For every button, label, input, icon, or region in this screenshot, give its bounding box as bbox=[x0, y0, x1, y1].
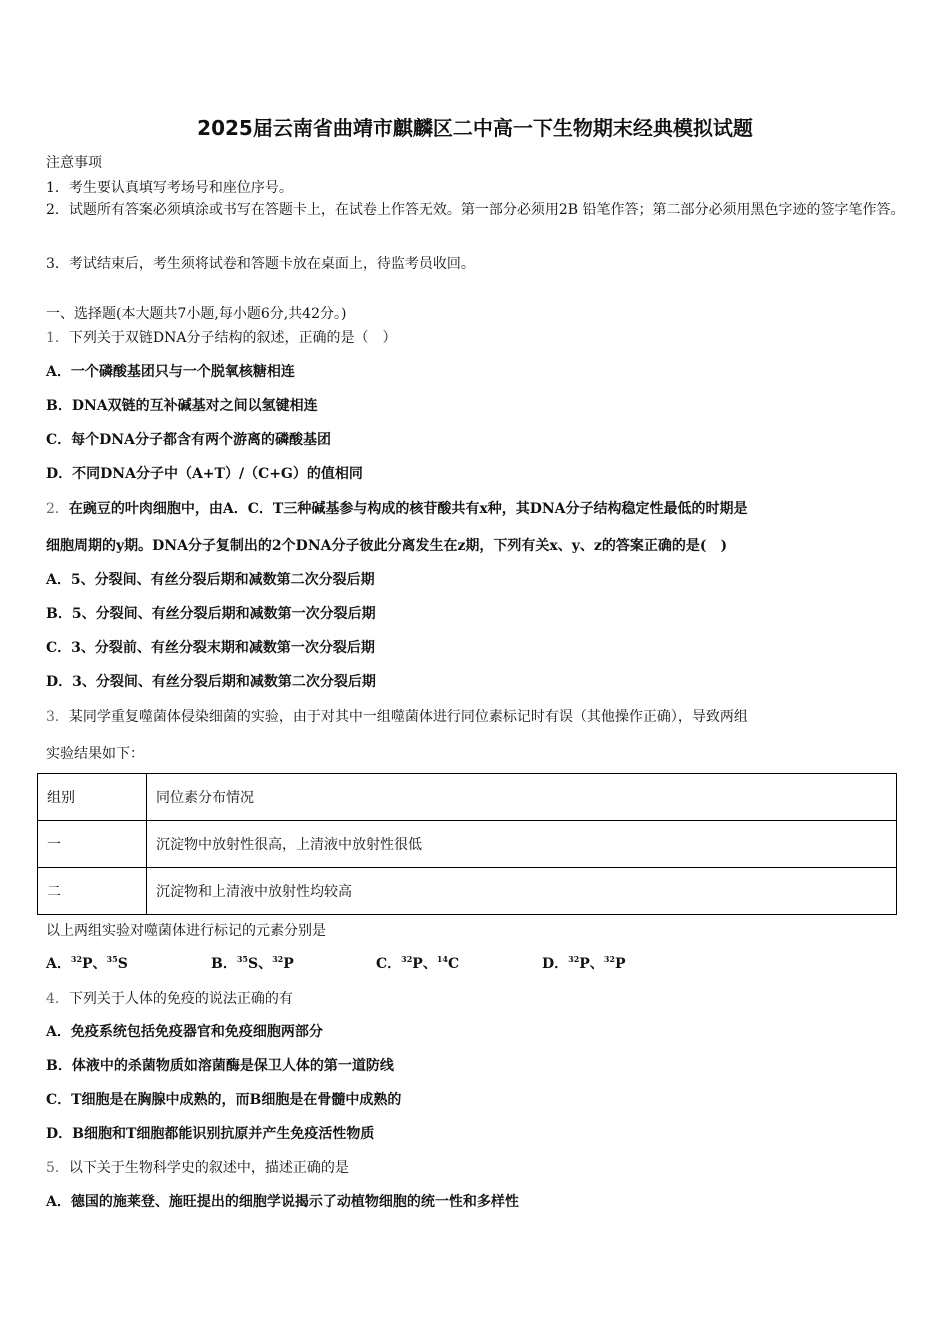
question-4-stem bbox=[46, 988, 293, 1008]
option-d[interactable]: D．3、分裂间、有丝分裂后期和减数第二次分裂后期 bbox=[46, 674, 376, 690]
question-text: 在豌豆的叶肉细胞中，由A．C．T三种碱基参与构成的核苷酸共有x种，其DNA分子结构稳定性最低的时期是 bbox=[68, 501, 748, 517]
table-cell: 一 bbox=[38, 821, 147, 868]
table-header-row bbox=[38, 774, 897, 821]
table-row bbox=[38, 821, 897, 868]
option-c[interactable]: C．$^{32}$P、$^{14}$C bbox=[376, 954, 460, 972]
question-text: 以下关于生物科学史的叙述中，描述正确的是 bbox=[68, 1160, 349, 1176]
table-row bbox=[38, 868, 897, 915]
option-b[interactable]: B．$^{35}$S、$^{32}$P bbox=[211, 954, 294, 972]
option-c[interactable]: C．3、分裂前、有丝分裂末期和减数第一次分裂后期 bbox=[46, 640, 375, 656]
option-a[interactable]: A．$^{32}$P、$^{35}$S bbox=[46, 954, 128, 972]
question-3-stem-cont: 实验结果如下： bbox=[46, 746, 144, 762]
option-b[interactable]: B．5、分裂间、有丝分裂后期和减数第一次分裂后期 bbox=[46, 606, 376, 622]
question-3-stem bbox=[46, 706, 748, 726]
notice-heading: 注意事项 bbox=[46, 155, 102, 171]
question-number: 1． bbox=[46, 330, 69, 346]
option-d[interactable]: D．B细胞和T细胞都能识别抗原并产生免疫活性物质 bbox=[46, 1126, 375, 1142]
option-b[interactable]: B．DNA双链的互补碱基对之间以氢键相连 bbox=[46, 398, 318, 414]
question-3-followup: 以上两组实验对噬菌体进行标记的元素分别是 bbox=[46, 923, 326, 939]
option-c[interactable]: C．每个DNA分子都含有两个游离的磷酸基团 bbox=[46, 432, 331, 448]
question-5-stem bbox=[46, 1157, 349, 1177]
option-a[interactable]: A．免疫系统包括免疫器官和免疫细胞两部分 bbox=[46, 1024, 323, 1040]
question-number: 4． bbox=[46, 991, 69, 1007]
page-title: 2025届云南省曲靖市麒麟区二中高一下生物期末经典模拟试题 bbox=[197, 116, 753, 140]
question-number: 2． bbox=[46, 501, 69, 517]
notice-item: 2．试题所有答案必须填涂或书写在答题卡上，在试卷上作答无效。第一部分必须用2B 铅笔作答；第二部分必须用黑色字迹的签字笔作答。 bbox=[46, 202, 905, 218]
section-heading: 一、选择题(本大题共7小题,每小题6分,共42分。) bbox=[46, 306, 347, 322]
option-d[interactable]: D．不同DNA分子中（A+T）/（C+G）的值相同 bbox=[46, 466, 363, 482]
notice-item: 1．考生要认真填写考场号和座位序号。 bbox=[46, 180, 293, 196]
table-cell: 沉淀物和上清液中放射性均较高 bbox=[147, 868, 897, 915]
question-text: 下列关于双链DNA分子结构的叙述，正确的是（ ） bbox=[68, 330, 397, 346]
option-c[interactable]: C．T细胞是在胸腺中成熟的，而B细胞是在骨髓中成熟的 bbox=[46, 1092, 402, 1108]
question-1-stem bbox=[46, 327, 397, 347]
question-text: 某同学重复噬菌体侵染细菌的实验，由于对其中一组噬菌体进行同位素标记时有误（其他操作正确），导致两组 bbox=[68, 709, 748, 725]
option-a[interactable]: A．德国的施莱登、施旺提出的细胞学说揭示了动植物细胞的统一性和多样性 bbox=[46, 1194, 519, 1210]
option-a[interactable]: A．5、分裂间、有丝分裂后期和减数第二次分裂后期 bbox=[46, 572, 375, 588]
option-d[interactable]: D．$^{32}$P、$^{32}$P bbox=[542, 954, 626, 972]
option-b[interactable]: B．体液中的杀菌物质如溶菌酶是保卫人体的第一道防线 bbox=[46, 1058, 394, 1074]
question-2-stem-cont: 细胞周期的y期。DNA分子复制出的2个DNA分子彼此分离发生在z期，下列有关x、y、z的答案正确的是( ) bbox=[46, 538, 728, 554]
question-number: 3． bbox=[46, 709, 69, 725]
question-number: 5． bbox=[46, 1160, 69, 1176]
table-cell: 沉淀物中放射性很高，上清液中放射性很低 bbox=[147, 821, 897, 868]
table-header-cell: 组别 bbox=[38, 774, 147, 821]
question-2-stem bbox=[46, 498, 748, 518]
notice-item: 3．考试结束后，考生须将试卷和答题卡放在桌面上，待监考员收回。 bbox=[46, 256, 475, 272]
table-header-cell: 同位素分布情况 bbox=[147, 774, 897, 821]
question-text: 下列关于人体的免疫的说法正确的有 bbox=[68, 991, 293, 1007]
table-cell: 二 bbox=[38, 868, 147, 915]
results-table bbox=[37, 773, 897, 915]
option-a[interactable]: A．一个磷酸基团只与一个脱氧核糖相连 bbox=[46, 364, 295, 380]
